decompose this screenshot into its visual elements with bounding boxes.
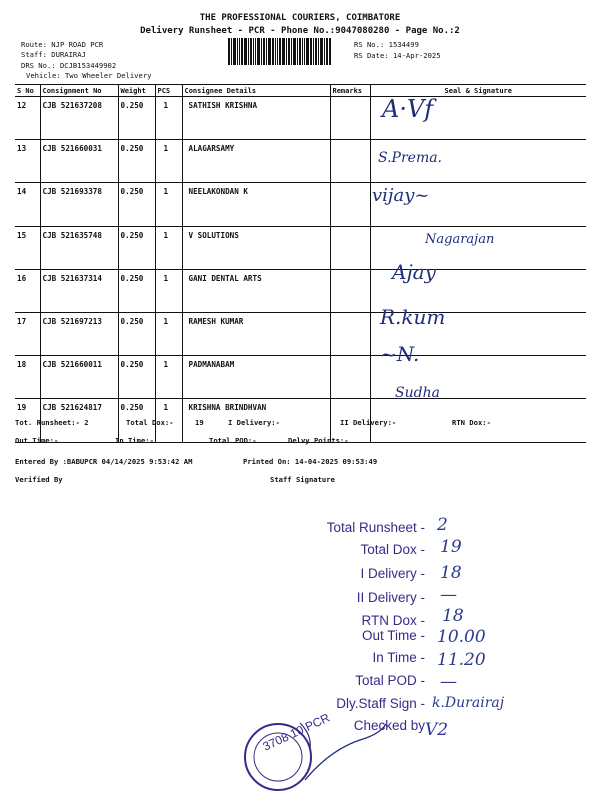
delvy-points-label: Delvy Points:- [288,436,349,445]
stamp-form-label: Total Runsheet - [326,520,425,535]
stamp-form-value: 19 [440,537,462,557]
stamp-form-value: 11.20 [437,650,486,670]
row-sno: 13 [15,140,40,183]
pen-stroke-icon [300,720,390,790]
row-weight: 0.250 [118,312,155,355]
row-sno: 19 [15,399,40,442]
seal-text: 3708 10 PCR [260,710,332,754]
row-weight: 0.250 [118,97,155,140]
row-consignee: SATHISH KRISHNA [182,97,330,140]
stamp-form-label: RTN Dox - [361,613,425,628]
table-row [15,226,586,269]
row-weight: 0.250 [118,183,155,226]
row-sno: 14 [15,183,40,226]
row-consignment: CJB 521637314 [40,269,118,312]
row-weight: 0.250 [118,399,155,442]
row-consignee: ALAGARSAMY [182,140,330,183]
table-row [15,140,586,183]
in-time-label: In Time:- [115,436,154,445]
row-consignment: CJB 521624817 [40,399,118,442]
rs-no-label: RS No.: 1534499 [354,40,419,49]
stamp-form-label: Out Time - [361,628,425,643]
total-dox-label: Total Dox:- [126,418,174,427]
row-weight: 0.250 [118,140,155,183]
delivery-signature: Ajay [392,260,436,284]
stamp-form-label: II Delivery - [356,590,425,605]
stamp-form-value: k.Durairaj [432,695,505,711]
stamp-form-label: Dly.Staff Sign - [336,696,425,711]
row-pcs: 1 [155,356,182,399]
vehicle-label: Vehicle: Two Wheeler Delivery [26,71,152,80]
row-pcs: 1 [155,399,182,442]
row-consignment: CJB 521635748 [40,226,118,269]
stamp-form-value: 2 [437,515,448,535]
delivery-signature: vijay~ [372,185,430,206]
out-time-label: Out Time:- [15,436,59,445]
row-consignee: V SOLUTIONS [182,226,330,269]
staff-label: Staff: DURAIRAJ [21,50,86,59]
row-remarks [330,183,370,226]
stamp-form-value: — [440,672,457,692]
table-row [15,97,586,140]
row-consignee: GANI DENTAL ARTS [182,269,330,312]
row-consignment: CJB 521697213 [40,312,118,355]
row-weight: 0.250 [118,356,155,399]
row-consignment: CJB 521693378 [40,183,118,226]
entered-by: Entered By :BABUPCR 04/14/2025 9:53:42 AM [15,457,193,466]
row-pcs: 1 [155,183,182,226]
stamp-form-label: In Time - [372,650,425,665]
row-remarks [330,226,370,269]
table-header-row [15,85,586,97]
rtn-dox-label: RTN Dox:- [452,418,491,427]
row-remarks [330,97,370,140]
delivery-signature: S.Prema. [378,150,443,166]
stamp-form-label: Total Dox - [360,542,425,557]
route-label: Route: NJP ROAD PCR [21,40,104,49]
row-consignment: CJB 521660011 [40,356,118,399]
tot-runsheet: Tot. Runsheet:- 2 [15,418,89,427]
row-pcs: 1 [155,269,182,312]
company-title: THE PROFESSIONAL COURIERS, COIMBATORE [199,13,401,23]
ii-delivery-label: II Delivery:- [340,418,397,427]
row-remarks [330,356,370,399]
row-weight: 0.250 [118,269,155,312]
table-row [15,269,586,312]
row-consignment: CJB 521637208 [40,97,118,140]
row-consignee: RAMESH KUMAR [182,312,330,355]
row-sno: 17 [15,312,40,355]
stamp-form-value: 10.00 [437,627,486,647]
col-weight: Weight [118,85,155,97]
delivery-signature: Sudha [395,385,440,401]
row-remarks [330,140,370,183]
row-pcs: 1 [155,140,182,183]
col-pcs: PCS [155,85,182,97]
barcode [228,38,351,65]
row-remarks [330,312,370,355]
table-row [15,312,586,355]
stamp-form-value: 18 [442,606,464,626]
delivery-signature: R.kum [380,305,446,329]
row-sno: 12 [15,97,40,140]
row-sno: 15 [15,226,40,269]
row-consignee: KRISHNA BRINDHVAN [182,399,330,442]
row-sno: 18 [15,356,40,399]
staff-signature: Staff Signature [270,475,335,484]
stamp-form-value: V2 [425,720,449,740]
col-signature: Seal & Signature [370,85,586,97]
i-delivery-label: I Delivery:- [228,418,280,427]
row-consignee: NEELAKONDAN K [182,183,330,226]
col-consignee: Consignee Details [182,85,330,97]
row-remarks [330,269,370,312]
delivery-signature: A·Vf [382,95,434,123]
table-row [15,183,586,226]
delivery-signature: Nagarajan [425,232,495,247]
row-pcs: 1 [155,226,182,269]
col-sno: S No [15,85,40,97]
runsheet-table [15,84,586,443]
verified-by: Verified By [15,475,63,484]
row-weight: 0.250 [118,226,155,269]
runsheet-subtitle: Delivery Runsheet - PCR - Phone No.:9047080280 - Page No.:2 [140,26,460,36]
stamp-form-value: 18 [440,563,462,583]
row-sno: 16 [15,269,40,312]
stamp-form-value: — [440,585,457,605]
col-remarks: Remarks [330,85,370,97]
stamp-form-label: I Delivery - [360,566,425,581]
printed-on: Printed On: 14-04-2025 09:53:49 [243,457,378,466]
stamp-form-label: Total POD - [355,673,425,688]
total-pod-label: Total POD:- [209,436,257,445]
row-consignment: CJB 521660031 [40,140,118,183]
table-row [15,356,586,399]
row-pcs: 1 [155,97,182,140]
drs-label: DRS No.: DCJB153449902 [21,61,117,70]
delivery-signature: ~N. [380,342,420,366]
stamp-form-label: Checked by [353,718,425,733]
col-consignment: Consignment No [40,85,118,97]
rs-date-label: RS Date: 14-Apr-2025 [354,51,441,60]
total-dox-value: 19 [195,418,204,427]
row-pcs: 1 [155,312,182,355]
row-consignee: PADMANABAM [182,356,330,399]
